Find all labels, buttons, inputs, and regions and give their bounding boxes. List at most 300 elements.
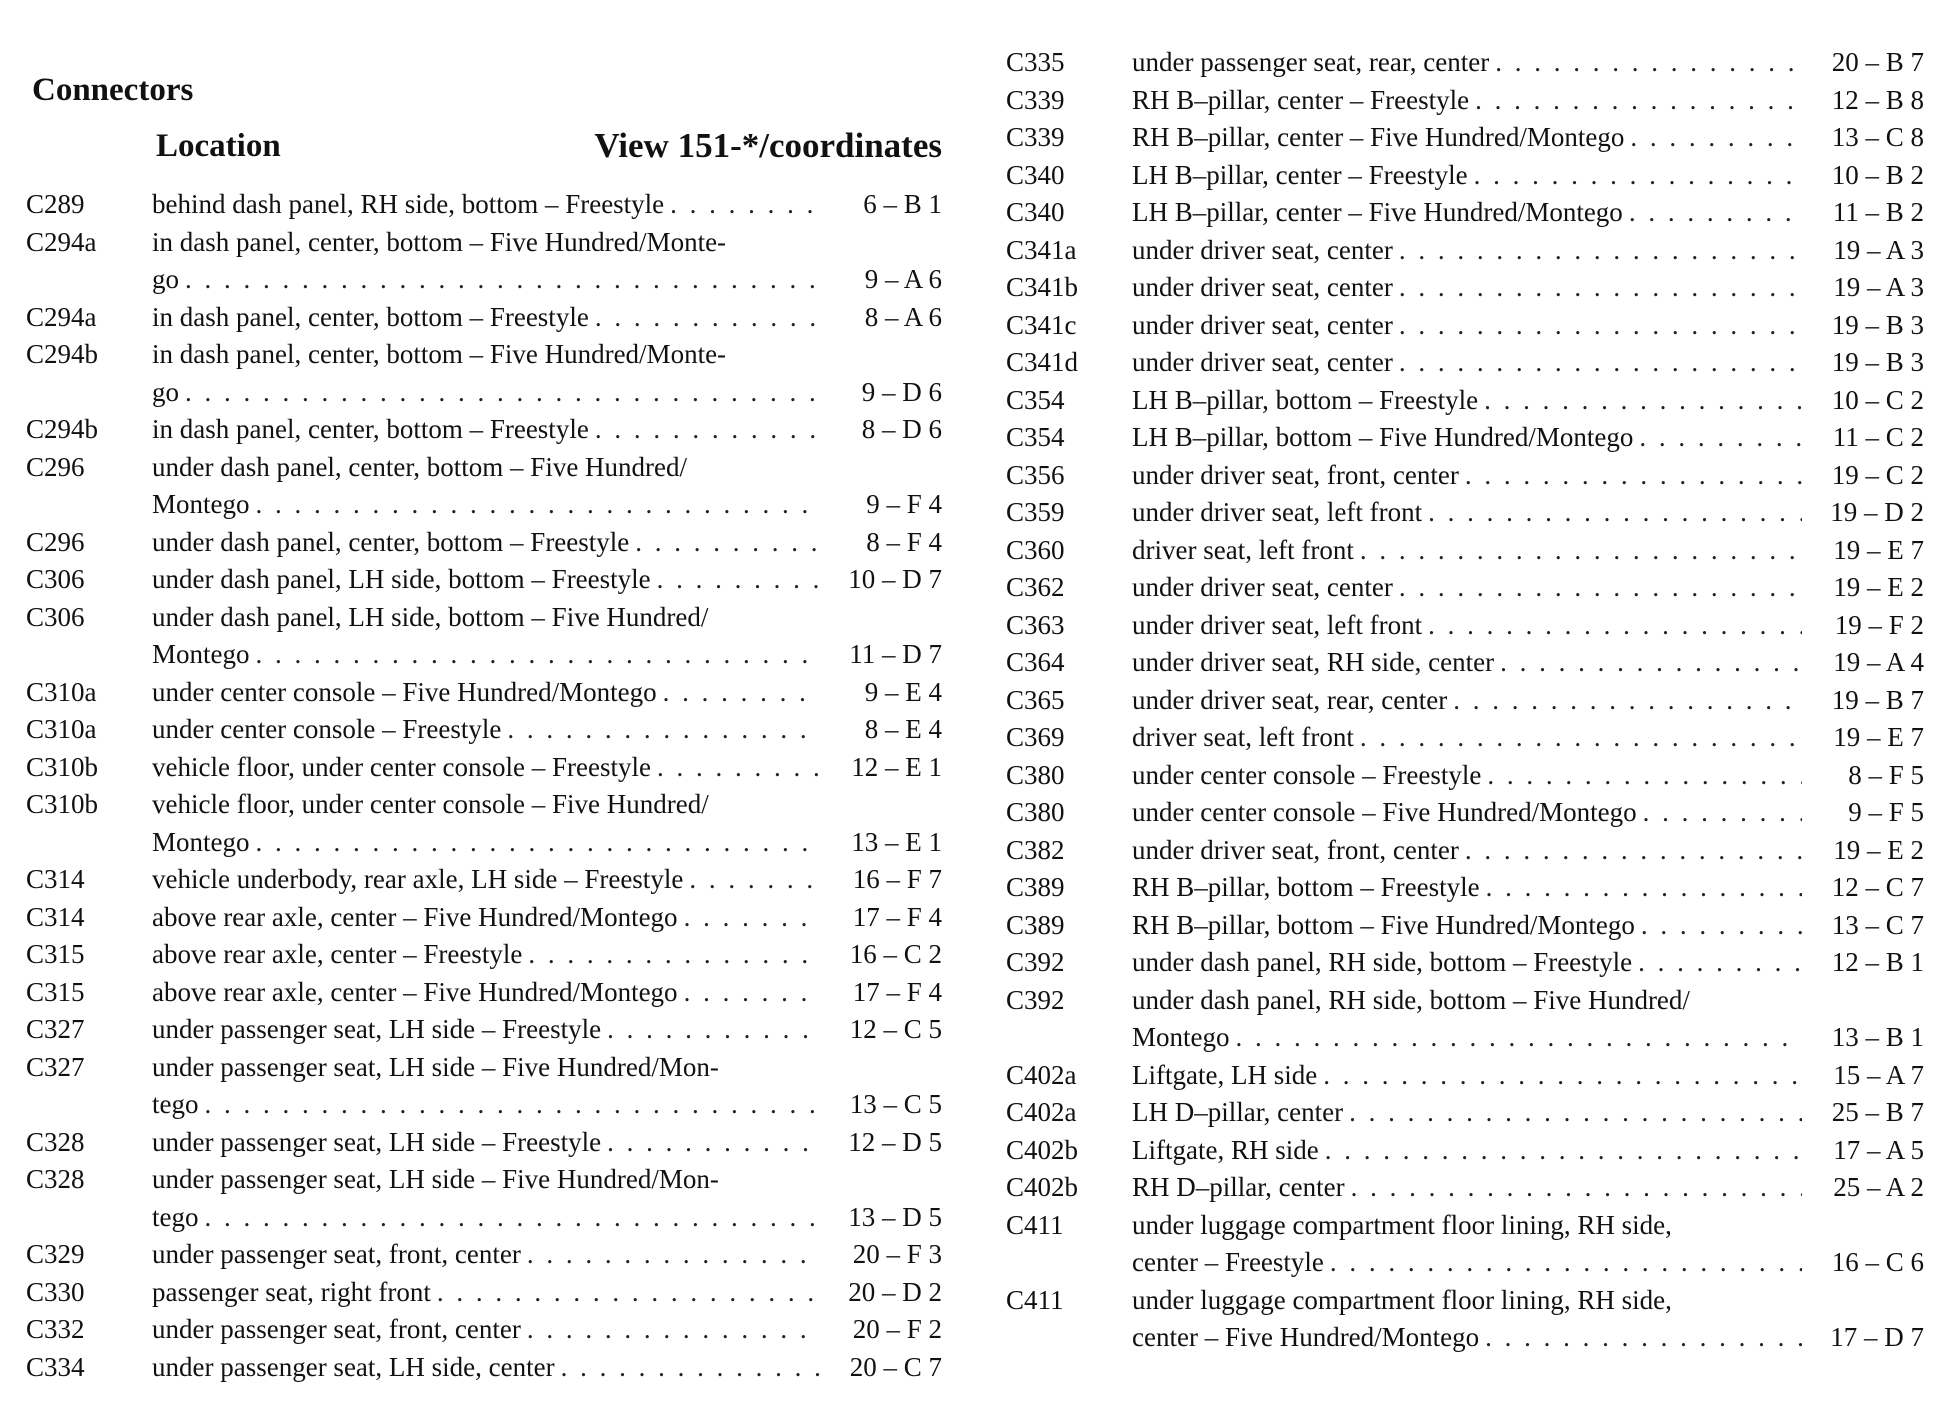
view-coordinate: 9 – E 4 [864, 676, 942, 707]
view-coordinate: 19 – A 3 [1833, 234, 1924, 265]
dot-leader [437, 1274, 820, 1312]
connector-entry [1004, 682, 1924, 720]
location-text: under passenger seat, LH side – Freestyle [152, 1126, 602, 1157]
view-coordinate: 19 – B 7 [1831, 684, 1924, 715]
connector-location [1132, 194, 1808, 232]
location-text: RH B–pillar, center – Freestyle [1132, 84, 1470, 115]
connector-code: C354 [1006, 422, 1065, 452]
connector-location [1132, 1094, 1808, 1132]
connector-entry [24, 1011, 942, 1049]
view-coordinate: 10 – C 2 [1831, 384, 1924, 415]
dot-leader [256, 824, 821, 862]
connector-entry [1004, 907, 1924, 945]
connector-location [152, 899, 826, 937]
connector-location [152, 1124, 826, 1162]
right-entry-list [1004, 44, 1924, 1357]
view-coordinate: 11 – D 7 [849, 639, 942, 669]
dot-leader [256, 486, 821, 524]
view-coordinate: 17 – F 4 [852, 976, 942, 1007]
dot-leader [595, 299, 820, 337]
dot-leader [1349, 1094, 1802, 1132]
view-coordinate: 15 – A 7 [1833, 1059, 1924, 1090]
connector-location [152, 336, 826, 411]
location-text: under driver seat, RH side, center [1132, 647, 1495, 677]
connector-location [152, 711, 826, 749]
connector-code: C327 [26, 1051, 85, 1082]
location-text: in dash panel, center, bottom – Freestyle [152, 414, 589, 444]
view-coordinate: 16 – C 6 [1831, 1247, 1924, 1277]
connector-code: C296 [26, 451, 85, 482]
connector-entry [1004, 307, 1924, 345]
connector-code: C314 [26, 901, 85, 932]
connector-entry [1004, 119, 1924, 157]
connector-entry [24, 1049, 942, 1124]
connector-code: C335 [1006, 47, 1065, 77]
connector-code: C380 [1006, 797, 1065, 827]
view-coordinate: 9 – A 6 [864, 264, 942, 294]
location-text: under luggage compartment floor lining, RH side, [1132, 1209, 1672, 1240]
view-coordinate: 10 – D 7 [848, 564, 942, 594]
location-text: under dash panel, LH side, bottom – Five Hundred/ [152, 601, 709, 632]
connector-code: C380 [1006, 759, 1065, 790]
connector-entry [1004, 494, 1924, 532]
location-text: under driver seat, front, center [1132, 834, 1459, 865]
location-text: in dash panel, center, bottom – Freestyle [152, 301, 589, 332]
dot-leader [1465, 457, 1802, 495]
connector-location [1132, 307, 1808, 345]
dot-leader [527, 1236, 820, 1274]
view-coordinate: 9 – F 5 [1848, 797, 1924, 827]
view-coordinate: 8 – F 5 [1848, 759, 1924, 790]
dot-leader [657, 561, 820, 599]
connector-entry [1004, 44, 1924, 82]
location-text: tego [152, 1201, 199, 1232]
dot-leader [1495, 44, 1802, 82]
dot-leader [507, 711, 820, 749]
dot-leader [1475, 82, 1802, 120]
connector-location [152, 1311, 826, 1349]
connector-code: C296 [26, 526, 85, 557]
connector-location [1132, 344, 1808, 382]
connector-code: C306 [26, 601, 85, 632]
view-coordinate: 11 – C 2 [1832, 422, 1924, 452]
dot-leader [1236, 1019, 1803, 1057]
connector-code: C294a [26, 226, 97, 257]
connector-location [152, 1161, 826, 1236]
connector-code: C328 [26, 1164, 85, 1194]
connector-location [152, 1236, 826, 1274]
connector-code: C363 [1006, 609, 1065, 640]
dot-leader [1428, 607, 1802, 645]
view-coordinate: 17 – A 5 [1833, 1134, 1924, 1165]
dot-leader [205, 1086, 821, 1124]
connector-entry [1004, 1169, 1924, 1207]
connector-entry [24, 936, 942, 974]
view-coordinates-header: View 151-*/coordinates [594, 126, 942, 165]
location-text: Montego [152, 826, 250, 857]
connector-location [152, 599, 826, 674]
location-text: under driver seat, center [1132, 347, 1393, 377]
left-entry-list [24, 186, 942, 1386]
connector-location [152, 674, 826, 712]
connector-entry [24, 861, 942, 899]
dot-leader [1474, 157, 1802, 195]
connector-code: C310b [26, 751, 99, 782]
location-text: under dash panel, LH side, bottom – Freestyle [152, 564, 651, 594]
connector-location [152, 224, 826, 299]
connector-entry [24, 1274, 942, 1312]
location-text: under driver seat, center [1132, 272, 1393, 302]
connector-code: C354 [1006, 384, 1065, 415]
location-text: Liftgate, RH side [1132, 1134, 1319, 1165]
connector-entry [1004, 532, 1924, 570]
dot-leader [670, 186, 820, 224]
connector-code: C328 [26, 1126, 85, 1157]
location-text: under dash panel, center, bottom – Five Hundred/ [152, 451, 688, 482]
connector-code: C310a [26, 714, 97, 744]
connector-entry [24, 524, 942, 562]
view-coordinate: 25 – B 7 [1831, 1097, 1924, 1127]
view-coordinate: 9 – F 4 [866, 489, 942, 519]
connector-entry [1004, 344, 1924, 382]
connector-location [1132, 1282, 1808, 1357]
connector-code: C327 [26, 1014, 85, 1044]
location-text: above rear axle, center – Five Hundred/Montego [152, 901, 678, 932]
view-coordinate: 9 – D 6 [861, 376, 942, 407]
connector-location [152, 449, 826, 524]
view-coordinate: 25 – A 2 [1833, 1172, 1924, 1202]
connector-entry [1004, 1132, 1924, 1170]
connector-entry [24, 599, 942, 674]
connector-code: C332 [26, 1314, 85, 1344]
connector-code: C310a [26, 676, 97, 707]
connector-location [152, 1349, 826, 1387]
location-text: tego [152, 1089, 199, 1119]
location-text: under passenger seat, LH side, center [152, 1351, 555, 1382]
connector-entry [1004, 757, 1924, 795]
view-coordinate: 13 – C 5 [849, 1089, 942, 1119]
dot-leader [1399, 569, 1802, 607]
dot-leader [657, 749, 820, 787]
connector-code: C341b [1006, 272, 1079, 302]
connector-location [1132, 44, 1808, 82]
dot-leader [528, 936, 820, 974]
view-coordinate: 20 – B 7 [1831, 47, 1924, 77]
location-text: under center console – Five Hundred/Montego [152, 676, 657, 707]
connector-location [152, 1011, 826, 1049]
connector-location [1132, 269, 1808, 307]
connector-location [1132, 532, 1808, 570]
location-text: RH B–pillar, bottom – Freestyle [1132, 872, 1480, 902]
dot-leader [1399, 232, 1802, 270]
connector-entry [1004, 794, 1924, 832]
connector-code: C340 [1006, 159, 1065, 190]
connector-location [1132, 832, 1808, 870]
location-text: RH B–pillar, center – Five Hundred/Montego [1132, 122, 1625, 152]
connector-location [152, 411, 826, 449]
dot-leader [1485, 1319, 1802, 1357]
dot-leader [689, 861, 820, 899]
dot-leader [205, 1199, 821, 1237]
location-text: go [152, 264, 179, 294]
connector-code: C341a [1006, 234, 1077, 265]
location-text: LH B–pillar, bottom – Five Hundred/Montego [1132, 422, 1634, 452]
connector-code: C329 [26, 1239, 85, 1269]
view-coordinate: 11 – B 2 [1832, 197, 1924, 227]
dot-leader [1399, 269, 1802, 307]
connector-location [1132, 607, 1808, 645]
location-text: vehicle floor, under center console – Freestyle [152, 751, 651, 782]
dot-leader [185, 261, 820, 299]
location-text: center – Five Hundred/Montego [1132, 1322, 1480, 1352]
connector-entry [24, 336, 942, 411]
connector-location [1132, 232, 1808, 270]
dot-leader [663, 674, 820, 712]
location-text: Montego [152, 639, 250, 669]
connector-code: C294b [26, 339, 99, 369]
connector-code: C341d [1006, 347, 1079, 377]
location-text: under driver seat, front, center [1132, 459, 1459, 490]
connector-location [152, 861, 826, 899]
connector-location [152, 1274, 826, 1312]
view-coordinate: 6 – B 1 [863, 189, 942, 219]
location-text: under dash panel, center, bottom – Freestyle [152, 526, 630, 557]
connector-location [152, 186, 826, 224]
view-coordinate: 19 – C 2 [1831, 459, 1924, 490]
connector-code: C411 [1006, 1209, 1064, 1240]
dot-leader [1453, 682, 1802, 720]
view-coordinate: 19 – A 4 [1833, 647, 1924, 677]
connector-code: C294b [26, 414, 99, 444]
view-coordinate: 17 – F 4 [852, 901, 942, 932]
connector-location [1132, 907, 1808, 945]
connector-location [1132, 1169, 1808, 1207]
connector-location [1132, 419, 1808, 457]
connector-location [1132, 1057, 1808, 1095]
connector-location [152, 299, 826, 337]
view-coordinate: 19 – D 2 [1830, 497, 1924, 527]
location-text: under center console – Freestyle [1132, 759, 1482, 790]
location-text: under dash panel, RH side, bottom – Five Hundred/ [1132, 984, 1690, 1015]
connector-code: C310b [26, 789, 99, 819]
connector-location [152, 561, 826, 599]
connector-code: C339 [1006, 84, 1065, 115]
view-coordinate: 19 – A 3 [1833, 272, 1924, 302]
location-text: center – Freestyle [1132, 1247, 1324, 1277]
connector-code: C341c [1006, 309, 1077, 340]
connector-code: C340 [1006, 197, 1065, 227]
connector-code: C402a [1006, 1097, 1077, 1127]
connector-location [1132, 644, 1808, 682]
dot-leader [1487, 757, 1802, 795]
connector-location [152, 936, 826, 974]
connector-code: C389 [1006, 872, 1065, 902]
connector-code: C402a [1006, 1059, 1077, 1090]
connector-code: C365 [1006, 684, 1065, 715]
view-coordinate: 19 – E 7 [1833, 534, 1924, 565]
view-coordinate: 19 – E 2 [1833, 834, 1924, 865]
dot-leader [1638, 944, 1802, 982]
connector-entry [1004, 719, 1924, 757]
connector-location [152, 524, 826, 562]
dot-leader [1325, 1132, 1802, 1170]
location-text: under driver seat, left front [1132, 609, 1423, 640]
location-text: under dash panel, RH side, bottom – Freestyle [1132, 947, 1633, 977]
connector-entry [24, 899, 942, 937]
dot-leader [684, 974, 820, 1012]
connector-entry [24, 749, 942, 787]
view-coordinate: 17 – D 7 [1830, 1322, 1924, 1352]
connector-location [1132, 869, 1808, 907]
view-coordinate: 19 – B 3 [1831, 347, 1924, 377]
view-coordinate: 10 – B 2 [1831, 159, 1924, 190]
connector-code: C330 [26, 1276, 85, 1307]
view-coordinate: 20 – D 2 [848, 1276, 942, 1307]
dot-leader [1360, 532, 1802, 570]
location-text: driver seat, left front [1132, 534, 1354, 565]
connector-code: C360 [1006, 534, 1065, 565]
location-text: under passenger seat, rear, center [1132, 47, 1490, 77]
connector-code: C392 [1006, 947, 1065, 977]
connector-location [1132, 794, 1808, 832]
connector-entry [1004, 944, 1924, 982]
connector-code: C382 [1006, 834, 1065, 865]
dot-leader [1639, 419, 1802, 457]
location-text: Montego [152, 489, 250, 519]
connector-entry [1004, 1282, 1924, 1357]
dot-leader [1323, 1057, 1802, 1095]
connector-location [1132, 82, 1808, 120]
connector-entry [24, 449, 942, 524]
dot-leader [1399, 344, 1802, 382]
location-text: under passenger seat, front, center [152, 1314, 521, 1344]
location-text: driver seat, left front [1132, 722, 1354, 752]
connector-entry [1004, 832, 1924, 870]
dot-leader [1484, 382, 1802, 420]
location-text: under center console – Freestyle [152, 714, 502, 744]
connector-code: C339 [1006, 122, 1065, 152]
view-coordinate: 8 – F 4 [866, 526, 942, 557]
connector-entry [24, 674, 942, 712]
connector-location [1132, 494, 1808, 532]
view-coordinate: 16 – F 7 [852, 864, 942, 894]
connector-entry [24, 561, 942, 599]
connector-entry [24, 1236, 942, 1274]
location-text: under center console – Five Hundred/Montego [1132, 797, 1637, 827]
location-text: under driver seat, left front [1132, 497, 1423, 527]
connector-entry [24, 974, 942, 1012]
connector-code: C364 [1006, 647, 1065, 677]
connector-location [152, 786, 826, 861]
view-coordinate: 20 – F 3 [852, 1239, 942, 1269]
view-coordinate: 20 – C 7 [849, 1351, 942, 1382]
location-text: LH B–pillar, center – Freestyle [1132, 159, 1468, 190]
location-text: LH B–pillar, center – Five Hundred/Montego [1132, 197, 1623, 227]
view-coordinate: 16 – C 2 [849, 939, 942, 969]
view-coordinate: 12 – C 7 [1831, 872, 1924, 902]
location-text: vehicle underbody, rear axle, LH side – Freestyle [152, 864, 684, 894]
connector-entry [24, 224, 942, 299]
dot-leader [1629, 194, 1802, 232]
connector-entry [1004, 194, 1924, 232]
dot-leader [1351, 1169, 1802, 1207]
connector-code: C315 [26, 976, 85, 1007]
location-text: under luggage compartment floor lining, RH side, [1132, 1284, 1672, 1315]
connector-code: C334 [26, 1351, 85, 1382]
view-coordinate: 13 – C 8 [1831, 122, 1924, 152]
location-text: vehicle floor, under center console – Five Hundred/ [152, 789, 709, 819]
dot-leader [1465, 832, 1802, 870]
connector-entry [1004, 1094, 1924, 1132]
connector-location [152, 1049, 826, 1124]
connector-location [1132, 157, 1808, 195]
connector-entry [24, 411, 942, 449]
view-coordinate: 8 – E 4 [864, 714, 942, 744]
location-text: in dash panel, center, bottom – Five Hundred/Monte- [152, 226, 727, 257]
dot-leader [1643, 794, 1802, 832]
connector-code: C389 [1006, 909, 1065, 940]
connector-location [1132, 457, 1808, 495]
view-coordinate: 13 – B 1 [1831, 1022, 1924, 1052]
view-coordinate: 19 – B 3 [1831, 309, 1924, 340]
connector-code: C289 [26, 189, 85, 219]
dot-leader [185, 374, 820, 412]
location-text: under passenger seat, LH side – Five Hundred/Mon- [152, 1164, 719, 1194]
connector-entry [1004, 82, 1924, 120]
view-coordinate: 8 – A 6 [864, 301, 942, 332]
dot-leader [595, 411, 820, 449]
view-coordinate: 12 – B 8 [1831, 84, 1924, 115]
dot-leader [527, 1311, 820, 1349]
location-text: under driver seat, center [1132, 309, 1393, 340]
connector-code: C294a [26, 301, 97, 332]
location-text: under driver seat, center [1132, 234, 1393, 265]
connector-code: C359 [1006, 497, 1065, 527]
connector-location [1132, 569, 1808, 607]
connector-entry [1004, 982, 1924, 1057]
view-coordinate: 8 – D 6 [861, 414, 942, 444]
view-coordinate: 13 – E 1 [851, 826, 942, 857]
view-coordinate: 19 – E 7 [1833, 722, 1924, 752]
connector-location [152, 749, 826, 787]
view-coordinate: 12 – D 5 [848, 1126, 942, 1157]
connector-location [1132, 119, 1808, 157]
dot-leader [1399, 307, 1802, 345]
connector-entry [24, 1124, 942, 1162]
location-text: under driver seat, rear, center [1132, 684, 1448, 715]
location-text: go [152, 376, 179, 407]
connector-entry [24, 711, 942, 749]
connector-entry [1004, 232, 1924, 270]
connector-location [1132, 682, 1808, 720]
dot-leader [607, 1011, 820, 1049]
connector-location [1132, 1207, 1808, 1282]
connector-entry [24, 299, 942, 337]
section-title: Connectors [32, 72, 194, 108]
view-coordinate: 19 – F 2 [1834, 609, 1924, 640]
view-coordinate: 19 – E 2 [1833, 572, 1924, 602]
connector-entry [24, 1311, 942, 1349]
location-text: LH B–pillar, bottom – Freestyle [1132, 384, 1479, 415]
view-coordinate: 12 – E 1 [851, 751, 942, 782]
dot-leader [1486, 869, 1802, 907]
connector-entry [24, 786, 942, 861]
connector-code: C362 [1006, 572, 1065, 602]
connector-entry [24, 1161, 942, 1236]
dot-leader [561, 1349, 820, 1387]
connector-entry [1004, 157, 1924, 195]
connector-code: C402b [1006, 1172, 1079, 1202]
